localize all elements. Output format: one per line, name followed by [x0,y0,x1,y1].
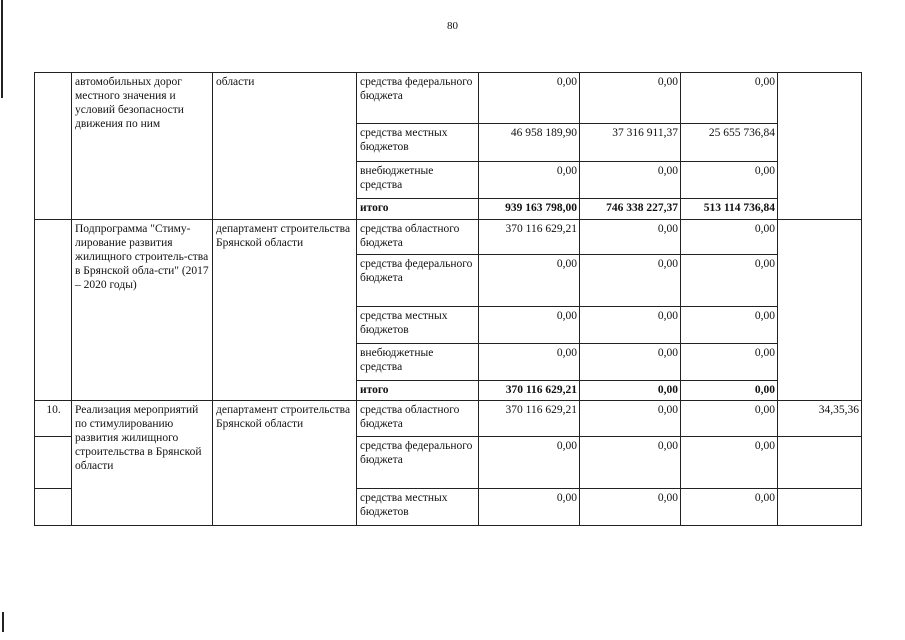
funding-source-cell: средства федерального бюджета [357,73,479,124]
value-cell: 0,00 [580,489,681,526]
row-number-cell [35,437,72,489]
total-label-cell: итого [357,199,479,220]
budget-table [34,72,862,526]
value-cell: 0,00 [681,344,778,381]
funding-source-cell: средства местных бюджетов [357,307,479,344]
total-label-cell: итого [357,381,479,401]
value-cell: 0,00 [580,307,681,344]
value-cell: 0,00 [681,401,778,437]
value-cell: 0,00 [580,220,681,255]
value-cell: 0,00 [681,437,778,489]
value-cell: 0,00 [479,437,580,489]
row-number-cell [35,489,72,526]
value-cell: 0,00 [479,162,580,199]
value-cell: 37 316 911,37 [580,124,681,162]
row-number-cell [35,220,72,401]
value-cell: 0,00 [479,344,580,381]
value-cell: 0,00 [479,307,580,344]
funding-source-cell: средства областного бюджета [357,401,479,437]
measure-name-cell: Подпрограмма "Стиму-лирование развития жилищного строитель-ства в Брянской обла-сти" (2017 – 2020 годы) [72,220,213,401]
funding-source-cell: средства областного бюджета [357,220,479,255]
funding-source-cell: внебюджетные средства [357,344,479,381]
row-number-cell [35,73,72,220]
value-cell: 0,00 [580,344,681,381]
value-cell: 46 958 189,90 [479,124,580,162]
scan-edge-line [1,0,3,98]
table-row [35,73,862,124]
funding-source-cell: средства местных бюджетов [357,124,479,162]
executor-cell: области [213,73,357,220]
scan-edge-mark [2,612,4,632]
executor-cell: департамент строительства Брянской области [213,401,357,526]
table-row [35,220,862,255]
table-row [35,401,862,437]
value-cell: 0,00 [681,73,778,124]
row-number-cell: 10. [35,401,72,437]
measure-name-cell: Реализация мероприятий по стимулированию развития жилищного строительства в Брянской области [72,401,213,526]
total-value-cell: 370 116 629,21 [479,381,580,401]
value-cell: 25 655 736,84 [681,124,778,162]
value-cell: 0,00 [580,255,681,307]
total-value-cell: 746 338 227,37 [580,199,681,220]
value-cell: 0,00 [580,401,681,437]
indicator-cell [778,489,862,526]
measure-name-cell: автомобильных дорог местного значения и условий безопасности движения по ним [72,73,213,220]
value-cell: 0,00 [580,162,681,199]
value-cell: 370 116 629,21 [479,401,580,437]
indicator-cell [778,220,862,401]
funding-source-cell: средства федерального бюджета [357,437,479,489]
value-cell: 0,00 [479,489,580,526]
total-value-cell: 0,00 [681,381,778,401]
page-number: 80 [447,20,458,32]
indicator-cell [778,437,862,489]
executor-cell: департамент строительства Брянской области [213,220,357,401]
indicator-cell: 34,35,36 [778,401,862,437]
value-cell: 0,00 [681,162,778,199]
total-value-cell: 939 163 798,00 [479,199,580,220]
value-cell: 370 116 629,21 [479,220,580,255]
indicator-cell [778,73,862,220]
value-cell: 0,00 [681,255,778,307]
value-cell: 0,00 [681,489,778,526]
value-cell: 0,00 [681,220,778,255]
funding-source-cell: внебюджетные средства [357,162,479,199]
value-cell: 0,00 [580,437,681,489]
total-value-cell: 0,00 [580,381,681,401]
value-cell: 0,00 [681,307,778,344]
value-cell: 0,00 [580,73,681,124]
value-cell: 0,00 [479,255,580,307]
funding-source-cell: средства местных бюджетов [357,489,479,526]
funding-source-cell: средства федерального бюджета [357,255,479,307]
total-value-cell: 513 114 736,84 [681,199,778,220]
value-cell: 0,00 [479,73,580,124]
